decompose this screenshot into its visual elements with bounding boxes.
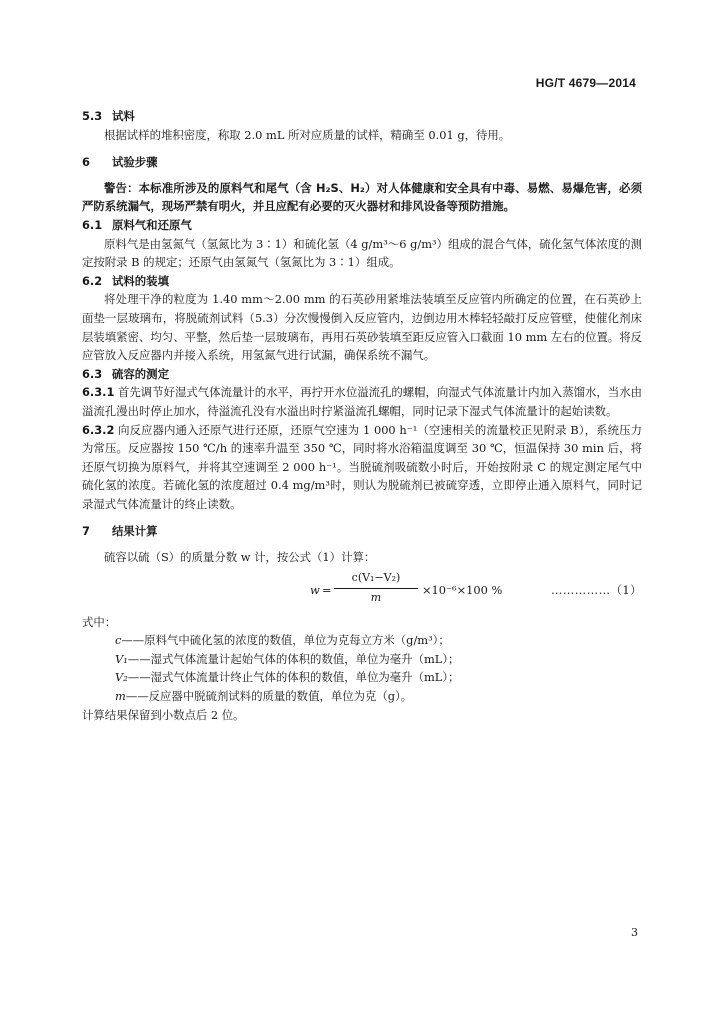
variable-symbol: V₂	[115, 670, 128, 685]
paragraph-6-1: 原料气是由氢氮气（氢氮比为 3∶1）和硫化氢（4 g/m³～6 g/m³）组成的混合气体，硫化氢气体浓度的测定按附录 B 的规定；还原气由氢氮气（氢氮比为 3∶1）组成。	[82, 236, 642, 270]
definition-item	[115, 668, 642, 687]
variable-description: ——湿式气体流量计终止气体的体积的数值，单位为毫升（mL）；	[127, 670, 460, 685]
variable-description: ——原料气中硫化氢的浓度的数值，单位为克每立方米（g/m³）；	[121, 633, 450, 648]
formula-factor: ×10⁻⁶×100 %	[422, 582, 503, 597]
result-note: 计算结果保留到小数点后 2 位。	[82, 707, 245, 722]
definition-item	[115, 650, 642, 669]
paragraph-6-3-2	[82, 421, 642, 514]
formula-1	[82, 569, 642, 609]
section-heading-6	[82, 153, 642, 172]
formula-numerator: c(V₁−V₂)	[334, 569, 418, 590]
section-heading-7	[82, 522, 642, 541]
standard-code: HG/T 4679—2014	[535, 76, 636, 90]
section-number: 7	[82, 524, 90, 539]
variable-definitions	[82, 631, 642, 705]
paragraph-6-2: 将处理干净的粒度为 1.40 mm～2.00 mm 的石英砂用紧堆法装填至反应管内所确定的位置，在石英砂上面垫一层玻璃布，将脱硫剂试料（5.3）分次慢慢倒入反应管内，边倒边用木棒轻轻敲打反应管壁，使催化剂床层装填紧密、均匀、平整，然后垫一层玻璃布，再用石英砂装填至距反应管入口截面 10 mm 左右的位置。将反应管放入反应器内并接入系统，用氢氮气进行试漏，确保系统不漏气。	[82, 292, 642, 363]
paragraph-6-3-1	[82, 383, 642, 420]
where-label: 式中：	[82, 614, 117, 629]
formula-intro: 硫容以硫（S）的质量分数 w 计，按公式（1）计算：	[104, 550, 376, 565]
formula-equals: =	[322, 582, 332, 597]
formula-denominator: m	[370, 591, 382, 605]
variable-description: ——反应器中脱硫剂试料的质量的数值，单位为克（g）。	[125, 689, 413, 704]
formula-number: ……………（1）	[551, 582, 642, 597]
paragraph-5-3: 根据试样的堆积密度，称取 2.0 mL 所对应质量的试样，精确至 0.01 g，待用。	[104, 127, 511, 142]
variable-symbol: m	[115, 689, 126, 704]
subsection-number: 6.3.2	[82, 422, 115, 437]
section-number: 6.2	[82, 273, 103, 288]
subsection-number: 6.3.1	[82, 385, 115, 400]
section-heading-6-2	[82, 272, 642, 291]
variable-symbol: c	[115, 633, 122, 648]
section-number: 6.3	[82, 366, 103, 381]
formula-fraction	[334, 569, 418, 608]
paragraph-text: 向反应器内通入还原气进行还原，还原气空速为 1 000 h⁻¹（空速相关的流量校正见附录 B），系统压力为常压。反应器按 150 ℃/h 的速率升温至 350 ℃，同时将水浴箱温度调至 30 ℃，恒温保持 30 min 后，将还原气切换为原料气，并将其空速调至 2 000 h⁻¹。当脱硫剂吸硫数小时后，开始按附录 C 的规定测定尾气中硫化氢的浓度。若硫化氢的浓度超过 0.4 mg/m³时，则认为脱硫剂已被硫穿透，立即停止通入原料气，同时记录湿式气体流量计的终止读数。	[82, 422, 642, 511]
formula-lhs: w	[310, 582, 320, 597]
section-title: 原料气和还原气	[112, 217, 192, 232]
definition-item	[115, 631, 642, 650]
page-content	[82, 107, 642, 724]
section-number: 5.3	[82, 109, 103, 123]
section-heading-5-3	[82, 107, 642, 126]
section-title: 硫容的测定	[112, 366, 169, 381]
section-title: 试料的装填	[112, 273, 169, 288]
section-heading-6-3	[82, 365, 642, 384]
paragraph-text: 首先调节好湿式气体流量计的水平，再拧开水位溢流孔的螺帽，向湿式气体流量计内加入蒸馏水，当水由溢流孔漫出时停止加水，待溢流孔没有水溢出时拧紧溢流孔螺帽，同时记录下湿式气体流量计的起始读数。	[82, 385, 642, 418]
section-heading-6-1	[82, 216, 642, 235]
page-number: 3	[631, 926, 638, 939]
section-number: 6.1	[82, 217, 103, 232]
section-title: 试料	[112, 109, 135, 123]
safety-warning: 警告：本标准所涉及的原料气和尾气（含 H₂S、H₂）对人体健康和安全具有中毒、易燃、易爆危害，必须严防系统漏气，现场严禁有明火，并且应配有必要的灭火器材和排风设备等预防措施。	[82, 180, 642, 214]
variable-symbol: V₁	[115, 651, 128, 666]
variable-description: ——湿式气体流量计起始气体的体积的数值，单位为毫升（mL）；	[127, 651, 460, 666]
definition-item	[115, 687, 642, 706]
section-number: 6	[82, 155, 90, 170]
section-title: 试验步骤	[112, 155, 158, 170]
section-title: 结果计算	[112, 524, 158, 539]
